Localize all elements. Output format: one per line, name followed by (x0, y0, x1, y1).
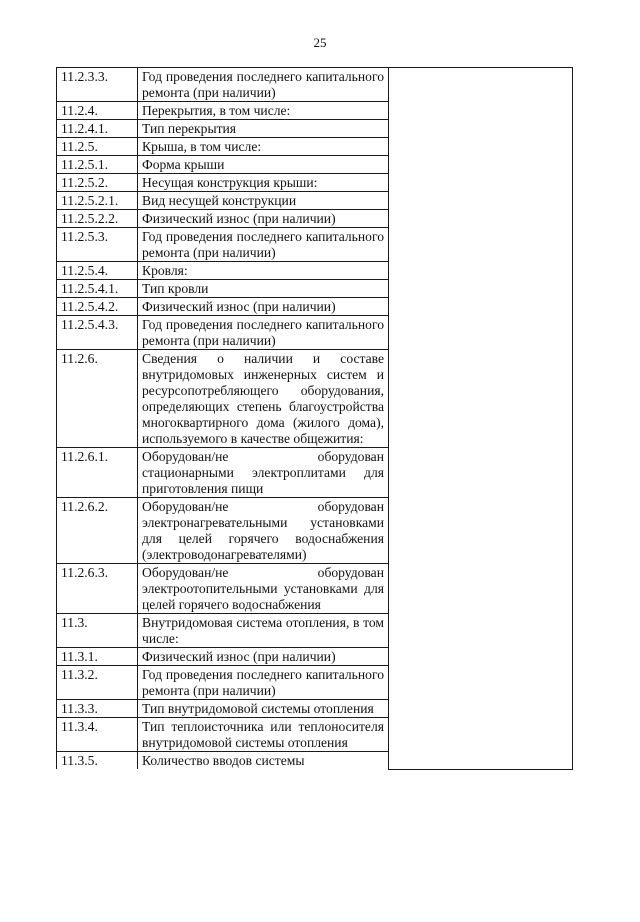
row-number: 11.2.5.2.1. (57, 192, 138, 210)
page-number: 25 (313, 35, 327, 50)
row-text: Физический износ (при наличии) (138, 298, 389, 316)
row-text: Вид несущей конструкции (138, 192, 389, 210)
row-number: 11.2.5.2. (57, 174, 138, 192)
row-text: Оборудован/не оборудован стационарными электроплитами для приготовления пищи (138, 448, 389, 498)
row-text: Год проведения последнего капитального ремонта (при наличии) (138, 666, 389, 700)
row-text: Физический износ (при наличии) (138, 648, 389, 666)
row-number: 11.3.1. (57, 648, 138, 666)
row-number: 11.3.5. (57, 752, 138, 770)
row-number: 11.2.4.1. (57, 120, 138, 138)
row-text: Год проведения последнего капитального ремонта (при наличии) (138, 228, 389, 262)
row-text: Внутридомовая система отопления, в том числе: (138, 614, 389, 648)
row-number: 11.3. (57, 614, 138, 648)
row-number: 11.2.3.3. (57, 68, 138, 102)
row-text: Количество вводов системы (138, 752, 389, 770)
row-number: 11.2.6.3. (57, 564, 138, 614)
row-text: Форма крыши (138, 156, 389, 174)
row-text: Тип теплоисточника или теплоносителя внутридомовой системы отопления (138, 718, 389, 752)
row-text: Сведения о наличии и составе внутридомовых инженерных систем и ресурсопотребляющего оборудования, определяющих степень благоустройства многоквартирного дома (жилого дома), используемого в качестве общежития: (138, 350, 389, 448)
row-number: 11.2.4. (57, 102, 138, 120)
row-text: Физический износ (при наличии) (138, 210, 389, 228)
row-text: Тип внутридомовой системы отопления (138, 700, 389, 718)
row-number: 11.2.5.4.2. (57, 298, 138, 316)
row-number: 11.2.5.2.2. (57, 210, 138, 228)
row-number: 11.2.5.3. (57, 228, 138, 262)
form-table (56, 67, 573, 770)
row-number: 11.3.4. (57, 718, 138, 752)
row-text: Оборудован/не оборудован электронагревательными установками для целей горячего водоснабжения (электроводонагревателями) (138, 498, 389, 564)
row-number: 11.2.5.4.3. (57, 316, 138, 350)
row-text: Тип кровли (138, 280, 389, 298)
row-text: Кровля: (138, 262, 389, 280)
value-column (389, 68, 573, 770)
row-number: 11.2.5. (57, 138, 138, 156)
row-text: Перекрытия, в том числе: (138, 102, 389, 120)
row-text: Год проведения последнего капитального ремонта (при наличии) (138, 316, 389, 350)
row-number: 11.2.6.1. (57, 448, 138, 498)
table-row (57, 68, 573, 102)
row-text: Тип перекрытия (138, 120, 389, 138)
row-text: Несущая конструкция крыши: (138, 174, 389, 192)
row-number: 11.2.6.2. (57, 498, 138, 564)
row-text: Крыша, в том числе: (138, 138, 389, 156)
row-number: 11.2.6. (57, 350, 138, 448)
row-text: Год проведения последнего капитального ремонта (при наличии) (138, 68, 389, 102)
row-number: 11.2.5.4.1. (57, 280, 138, 298)
row-number: 11.2.5.1. (57, 156, 138, 174)
row-text: Оборудован/не оборудован электроотопительными установками для целей горячего водоснабжения (138, 564, 389, 614)
row-number: 11.3.2. (57, 666, 138, 700)
row-number: 11.3.3. (57, 700, 138, 718)
row-number: 11.2.5.4. (57, 262, 138, 280)
